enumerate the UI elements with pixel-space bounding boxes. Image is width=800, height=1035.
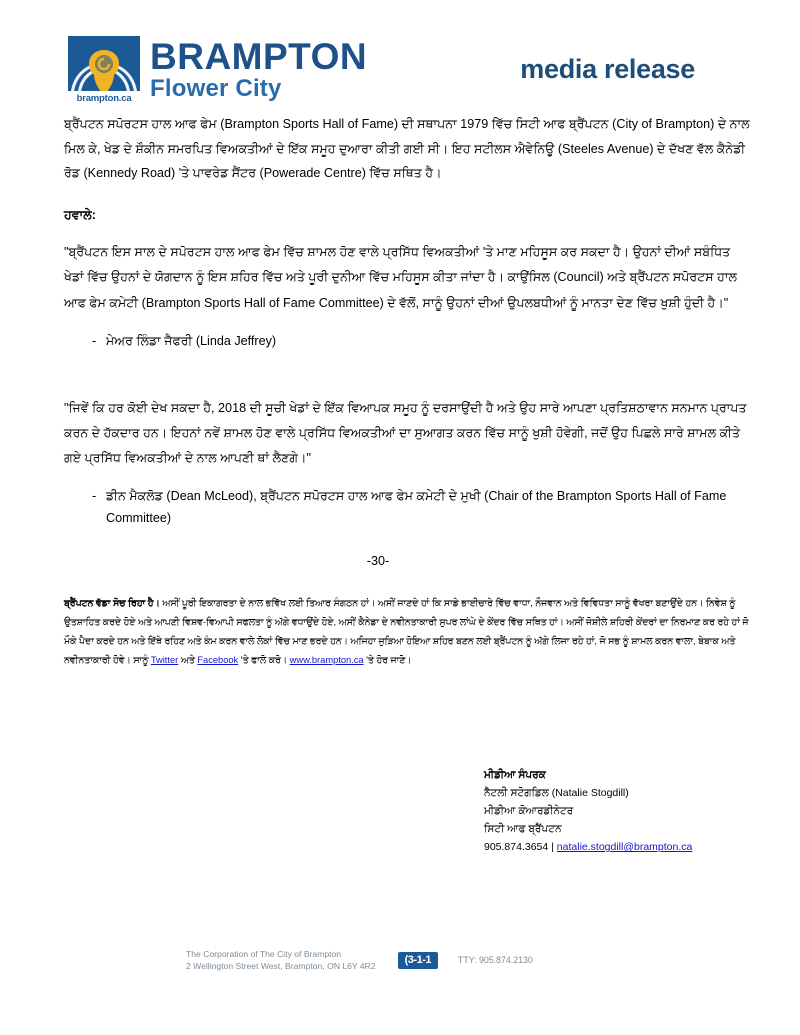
attribution-one-text: ਮੇਅਰ ਲਿੰਡਾ ਜੈਫਰੀ (Linda Jeffrey): [106, 333, 277, 348]
attribution-one-dash: -: [92, 333, 97, 348]
boilerplate-text-1: ਅਸੀਂ ਪੂਰੀ ਇਕਾਗਰਤਾ ਦੇ ਨਾਲ ਭਵਿੱਖ ਲਈ ਤਿਆਰ ਸੰਗਠਨ ਹਾਂ। ਅਸੀਂ ਜਾਣਦੇ ਹਾਂ ਕਿ ਸਾਡੇ ਭਾਈਚਾਰੇ ਵਿੱਚ ਵਾਧਾ, ਨੌਜਵਾਨ ਅਤੇ ਵਿਵਿਧਤਾ ਸਾਨੂੰ ਵੱਖਰਾ ਬਣਾਉਂਦੇ ਹਨ। ਨਿਵੇਸ਼ ਨੂੰ ਉਤਸ਼ਾਹਿਤ ਕਰਦੇ ਹੋਏ ਅਤੇ ਆਪਣੀ ਵਿਸ਼ਵ-ਵਿਆਪੀ ਸਫਲਤਾ ਨੂੰ ਅੱਗੇ ਵਧਾਉਂਦੇ ਹੋਏ, ਅਸੀਂ ਕੈਨੇਡਾ ਦੇ ਨਵੀਨਤਾਕਾਰੀ ਸੁਪਰ ਲਾਂਘੇ ਦੇ ਕੇਂਦਰ ਵਿੱਚ ਸਥਿਤ ਹਾਂ। ਅਸੀਂ ਜੋਸ਼ੀਲੇ ਸ਼ਹਿਰੀ ਕੇਂਦਰਾਂ ਦਾ ਨਿਰਮਾਣ ਕਰ ਰਹੇ ਹਾਂ ਜੋ ਮੌਕੇ ਪੈਦਾ ਕਰਦੇ ਹਨ ਅਤੇ ਇੱਥੇ ਰਹਿਣ ਅਤੇ ਕੰਮ ਕਰਨ ਵਾਲੇ ਲੋਕਾਂ ਵਿੱਚ ਮਾਣ ਭਰਦੇ ਹਨ। ਅਜਿਹਾ ਜੁੜਿਆ ਹੋਇਆ ਸ਼ਹਿਰ ਬਣਨ ਲਈ ਬ੍ਰੈਂਪਟਨ ਨੂੰ ਅੱਗੇ ਲਿਜਾ ਰਹੇ ਹਾਂ, ਜੋ ਸਭ ਨੂੰ ਸ਼ਾਮਲ ਕਰਨ ਵਾਲਾ, ਬੇਬਾਕ ਅਤੇ ਨਵੀਨਤਾਕਾਰੀ ਹੋਵੇ। ਸਾਨੂੰ: [64, 597, 749, 665]
boilerplate-text-between: ਅਤੇ: [178, 654, 198, 665]
document-body: [64, 112, 752, 670]
footer-address-block: [186, 948, 376, 973]
brampton-logo-mark: [68, 36, 140, 106]
document-header: [0, 28, 800, 114]
media-contact-separator: |: [548, 841, 557, 854]
quotes-heading: ਹਵਾਲੇ:: [64, 207, 96, 222]
media-contact-email-link[interactable]: natalie.stogdill@brampton.ca: [556, 841, 693, 854]
wordmark-flower-city: Flower City: [150, 75, 282, 102]
media-contact-line: [484, 838, 692, 856]
quote-two: "ਜਿਵੇਂ ਕਿ ਹਰ ਕੋਈ ਦੇਖ ਸਕਦਾ ਹੈ, 2018 ਦੀ ਸੂਚੀ ਖੇਡਾਂ ਦੇ ਇੱਕ ਵਿਆਪਕ ਸਮੂਹ ਨੂੰ ਦਰਸਾਉਂਦੀ ਹੈ ਅਤੇ ਉਹ ਸਾਰੇ ਆਪਣਾ ਪ੍ਰਤਿਸ਼ਠਾਵਾਨ ਸਨਮਾਨ ਪ੍ਰਾਪਤ ਕਰਨ ਦੇ ਹੱਕਦਾਰ ਹਨ। ਇਹਨਾਂ ਨਵੇਂ ਸ਼ਾਮਲ ਹੋਣ ਵਾਲੇ ਪ੍ਰਸਿੱਧ ਵਿਅਕਤੀਆਂ ਦਾ ਸੁਆਗਤ ਕਰਨ ਵਿੱਚ ਸਾਨੂੰ ਖੁਸ਼ੀ ਹੋਵੇਗੀ, ਜਦੋਂ ਉਹ ਪਿਛਲੇ ਸਾਰੇ ਸ਼ਾਮਲ ਕੀਤੇ ਗਏ ਪ੍ਰਸਿੱਧ ਵਿਅਕਤੀਆਂ ਦੇ ਨਾਲ ਆਪਣੀ ਥਾਂ ਲੈਣਗੇ।": [64, 400, 747, 466]
attribution-two: [64, 485, 752, 529]
attribution-one: [64, 330, 752, 352]
footer-corporation: The Corporation of The City of Brampton: [186, 949, 342, 959]
media-contact-org: ਸਿਟੀ ਆਫ ਬ੍ਰੈਂਪਟਨ: [484, 823, 562, 836]
website-link[interactable]: www.brampton.ca: [289, 654, 364, 665]
document-footer: [186, 948, 533, 973]
media-contact-name: ਨੈਟਲੀ ਸਟੋਗਡਿਲ (Natalie Stogdill): [484, 787, 629, 800]
boilerplate-text-2: 'ਤੇ ਫਾਲੋ ਕਰੋ।: [238, 654, 290, 665]
wordmark-brampton: BRAMPTON: [150, 36, 368, 77]
footer-tty: TTY: 905.874.2130: [457, 955, 533, 966]
media-contact-block: [484, 766, 692, 856]
badge-311: (3-1-1: [398, 952, 438, 969]
intro-paragraph: ਬ੍ਰੈਂਪਟਨ ਸਪੋਰਟਸ ਹਾਲ ਆਫ ਫੇਮ (Brampton Sports Hall of Fame) ਦੀ ਸਥਾਪਨਾ 1979 ਵਿੱਚ ਸਿਟੀ ਆਫ ਬ੍ਰੈਂਪਟਨ (City of Brampton) ਦੇ ਨਾਲ ਮਿਲ ਕੇ, ਖੇਡ ਦੇ ਸ਼ੌਕੀਨ ਸਮਰਪਿਤ ਵਿਅਕਤੀਆਂ ਦੇ ਇੱਕ ਸਮੂਹ ਦੁਆਰਾ ਕੀਤੀ ਗਈ ਸੀ। ਇਹ ਸਟੀਲਸ ਐਵੇਨਿਊ (Steeles Avenue) ਦੇ ਦੱਖਣ ਵੱਲ ਕੈਨੇਡੀ ਰੋਡ (Kennedy Road) 'ਤੇ ਪਾਵਰੇਡ ਸੈਂਟਰ (Powerade Centre) ਵਿੱਚ ਸਥਿਤ ਹੈ।: [64, 117, 750, 181]
brampton-logo: [68, 36, 367, 106]
spacer-after-attribution-one: [64, 352, 752, 396]
logo-ribbon-label: brampton.ca: [68, 91, 140, 106]
end-mark: -30-: [366, 553, 390, 568]
spacer-before-boilerplate: [64, 568, 752, 594]
brampton-wordmark: [150, 38, 367, 101]
boilerplate-text-3: 'ਤੇ ਹੋਰ ਜਾਣੋ।: [363, 654, 412, 665]
boilerplate-lead: ਬ੍ਰੈਂਪਟਨ ਵੱਡਾ ਸੋਚ ਰਿਹਾ ਹੈ।: [64, 597, 160, 608]
media-contact-role: ਮੀਡੀਆ ਕੋਆਰਡੀਨੇਟਰ: [484, 805, 574, 818]
facebook-link[interactable]: Facebook: [197, 654, 239, 665]
media-contact-title: ਮੀਡੀਆ ਸੰਪਰਕ: [484, 769, 546, 781]
footer-address: 2 Wellington Street West, Brampton, ON L6Y 4R2: [186, 961, 376, 972]
media-release-title: media release: [520, 54, 695, 84]
boilerplate-paragraph: [64, 594, 752, 670]
media-contact-phone: 905.874.3654: [484, 841, 549, 854]
quote-one: "ਬ੍ਰੈਂਪਟਨ ਇਸ ਸਾਲ ਦੇ ਸਪੋਰਟਸ ਹਾਲ ਆਫ ਫੇਮ ਵਿੱਚ ਸ਼ਾਮਲ ਹੋਣ ਵਾਲੇ ਪ੍ਰਸਿੱਧ ਵਿਅਕਤੀਆਂ 'ਤੇ ਮਾਣ ਮਹਿਸੂਸ ਕਰ ਸਕਦਾ ਹੈ। ਉਹਨਾਂ ਦੀਆਂ ਸਬੰਧਿਤ ਖੇਡਾਂ ਵਿੱਚ ਉਹਨਾਂ ਦੇ ਯੋਗਦਾਨ ਨੂੰ ਇਸ ਸ਼ਹਿਰ ਵਿੱਚ ਅਤੇ ਪੂਰੀ ਦੁਨੀਆ ਵਿੱਚ ਮਹਿਸੂਸ ਕੀਤਾ ਜਾਂਦਾ ਹੈ। ਕਾਉਂਸਿਲ (Council) ਅਤੇ ਬ੍ਰੈਂਪਟਨ ਸਪੋਰਟਸ ਹਾਲ ਆਫ ਫੇਮ ਕਮੇਟੀ (Brampton Sports Hall of Fame Committee) ਦੇ ਵੱਲੋਂ, ਸਾਨੂੰ ਉਹਨਾਂ ਦੀਆਂ ਉਪਲਬਧੀਆਂ ਨੂੰ ਮਾਨਤਾ ਦੇਣ ਵਿੱਚ ਖੁਸ਼ੀ ਹੁੰਦੀ ਹੈ।": [64, 245, 737, 310]
twitter-link[interactable]: Twitter: [150, 654, 179, 665]
attribution-two-text: ਡੀਨ ਮੈਕਲੋਡ (Dean McLeod), ਬ੍ਰੈਂਪਟਨ ਸਪੋਰਟਸ ਹਾਲ ਆਫ ਫੇਮ ਕਮੇਟੀ ਦੇ ਮੁਖੀ (Chair of the Brampton Sports Hall of Fame Committee): [106, 489, 727, 526]
attribution-two-dash: -: [92, 489, 97, 504]
